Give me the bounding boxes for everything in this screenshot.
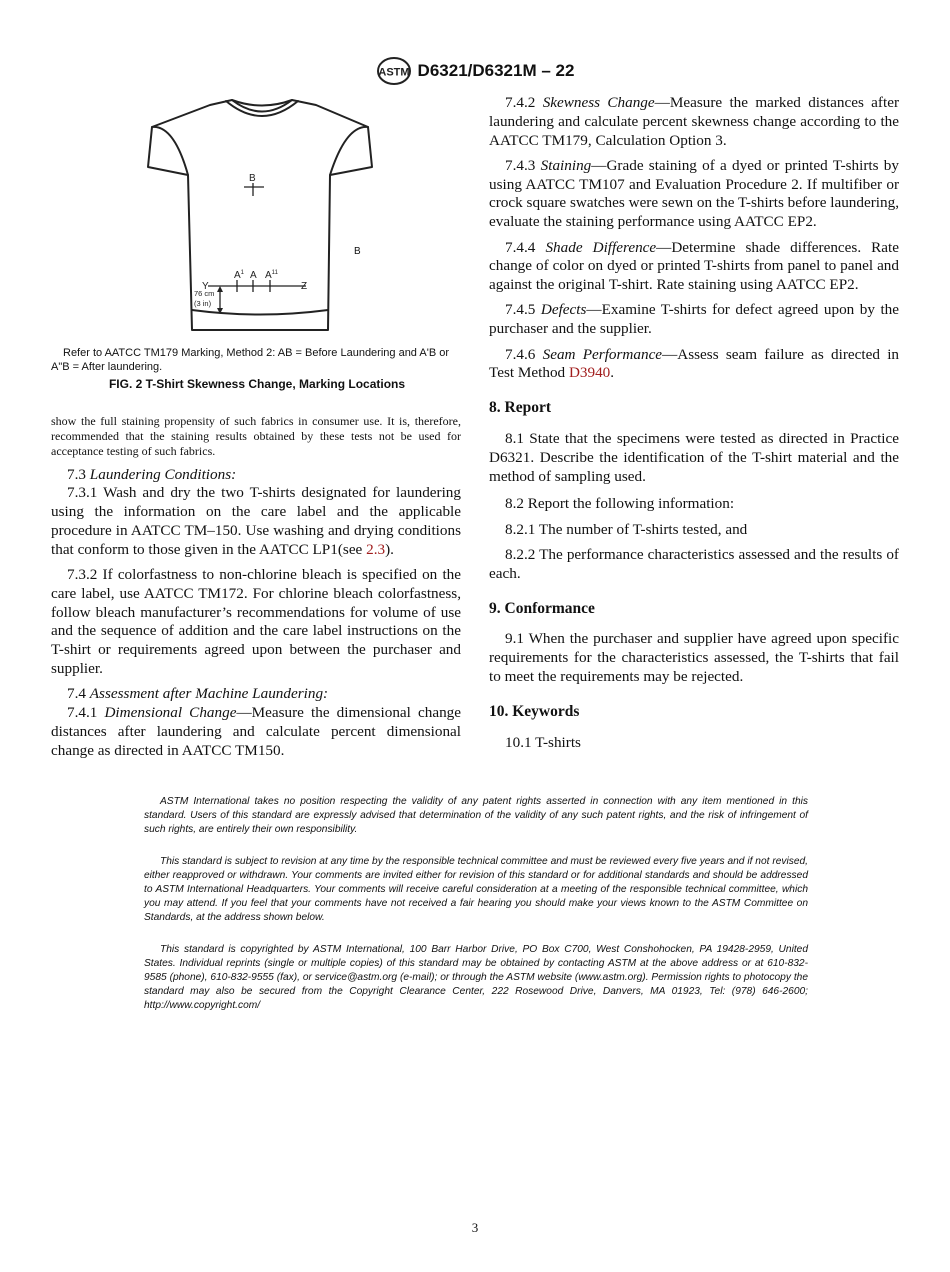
document-designation: D6321/D6321M – 22 <box>417 61 575 80</box>
para-7-4: 7.4 Assessment after Machine Laundering: <box>67 685 329 703</box>
para-8-2-2: 8.2.2 The performance characteristics assessed and the results of each. <box>489 545 899 582</box>
para-7-4-1: 7.4.1 Dimensional Change—Measure the dimensional change distances after laundering and calculate percent dimensional change as directed in AATCC TM150. <box>51 704 461 759</box>
section-heading-9: 9. Conformance <box>489 599 595 617</box>
para-7-3: 7.3 Laundering Conditions: <box>67 465 237 483</box>
para-7-4-5: 7.4.5 Defects—Examine T-shirts for defect agreed upon by the purchaser and the supplier. <box>489 301 899 338</box>
para-9-1: 9.1 When the purchaser and supplier have agreed upon specific requirements for the characteristics assessed, the T-shirts that fail to meet the requirements may be rejected. <box>489 630 899 685</box>
footer-notices <box>144 795 808 1012</box>
section-heading-10: 10. Keywords <box>489 702 580 720</box>
label-a1: $A^1$ <box>234 270 245 281</box>
label-a: A <box>250 270 257 281</box>
para-8-2: 8.2 Report the following information: <box>505 495 735 513</box>
page-number: 3 <box>471 1220 479 1235</box>
svg-text:ASTM: ASTM <box>377 66 410 79</box>
para-7-4-3: 7.4.3 Staining—Grade staining of a dyed or printed T-shirts by using AATCC TM107 and Evaluation Procedure 2. If multifiber or crock square swatches were sewn on the T-shirts before laundering, evaluate the staining performance using AATCC EP2. <box>489 156 899 231</box>
para-7-4-2: 7.4.2 Skewness Change—Measure the marked distances after laundering and calculate percent skewness change according to the AATCC TM179, Calculation Option 3. <box>489 94 900 149</box>
left-column <box>51 414 461 760</box>
footer-revision-notice: This standard is subject to revision at any time by the responsible technical committee and must be reviewed every five years and if not revised, either reapproved or withdrawn. Your comments are invited either for revision of this standard or for additional standards and should be addressed to ASTM International Headquarters. Your comments will receive careful consideration at a meeting of the responsible technical committee, which you may attend. If you feel that your comments have not received a fair hearing you should make your views known to the ASTM Committee on Standards, at the address shown below. <box>144 856 808 923</box>
para-7-3-2: 7.3.2 If colorfastness to non-chlorine bleach is specified on the care label, use AATCC TM172. For chlorine bleach colorfastness, follow bleach manufacturer’s recommendations for volume of use and the sequence of addition and the care label instructions on the T-shirt or requirements agreed upon between the purchaser and supplier. <box>51 565 461 677</box>
para-7-3-1: 7.3.1 Wash and dry the two T-shirts designated for laundering using the information on the care label and the applicable procedure in AATCC TM–150. Use washing and drying conditions that conform to those given in the AATCC LP1(see 2.3). <box>51 484 461 558</box>
label-y: Y <box>202 281 209 292</box>
figure-caption-block <box>51 347 463 391</box>
para-8-1: 8.1 State that the specimens were tested as directed in Practice D6321. Describe the identification of the T-shirt material and the method of sampling used. <box>489 429 899 485</box>
para-8-2-1: 8.2.1 The number of T-shirts tested, and <box>505 520 748 538</box>
footer-patent-notice: ASTM International takes no position respecting the validity of any patent rights asserted in connection with any item mentioned in this standard. Users of this standard are expressly advised that determination of the validity of any such patent rights, and the risk of infringement of such rights, are entirely their own responsibility. <box>144 796 808 835</box>
tshirt-figure <box>140 95 380 345</box>
para-7-4-4: 7.4.4 Shade Difference—Determine shade differences. Rate change of color on dyed or printed T-shirts from panel to panel and against the original T-shirt. Rate staining using AATCC EP2. <box>489 238 900 294</box>
figure-caption: FIG. 2 T-Shirt Skewness Change, Marking Locations <box>108 377 406 391</box>
right-column <box>489 94 899 752</box>
label-dim-cm: 76 cm <box>194 289 215 298</box>
page-header <box>0 56 950 91</box>
label-dim-in: (3 in) <box>194 299 212 308</box>
footer-copyright-notice: This standard is copyrighted by ASTM International, 100 Barr Harbor Drive, PO Box C700, West Conshohocken, PA 19428-2959, United States. Individual reprints (single or multiple copies) of this standard may be obtained by contacting ASTM at the above address or at 610-832-9585 (phone), 610-832-9555 (fax), or service@astm.org (e-mail); or through the ASTM website (www.astm.org). Permission rights to photocopy the standard may also be secured from the Copyright Clearance Center, 222 Rosewood Drive, Danvers, MA 01923, Tel: (978) 646-2600; http://www.copyright.com/ <box>144 944 808 1011</box>
para-7-4-6: 7.4.6 Seam Performance—Assess seam failure as directed in Test Method D3940. <box>489 345 900 382</box>
para-10-1: 10.1 T-shirts <box>505 733 581 751</box>
label-b-upper: B <box>249 173 256 184</box>
figure-note: Refer to AATCC TM179 Marking, Method 2: AB = Before Laundering and A'B or A"B = After laundering. <box>51 347 449 373</box>
label-b-right: B <box>354 246 361 257</box>
label-z: Z <box>301 281 308 292</box>
ref-2-3[interactable]: 2.3 <box>366 540 386 558</box>
astm-logo <box>376 56 412 86</box>
section-heading-8: 8. Report <box>489 399 551 417</box>
dim-arrow-up <box>217 286 223 292</box>
label-a11: $A^{11}$ <box>265 270 278 281</box>
small-para: show the full staining propensity of such fabrics in consumer use. It is, therefore, recommended that the staining results obtained by these tests not be used for acceptance testing of such fabrics. <box>51 414 461 458</box>
ref-d3940[interactable]: D3940 <box>568 364 611 382</box>
